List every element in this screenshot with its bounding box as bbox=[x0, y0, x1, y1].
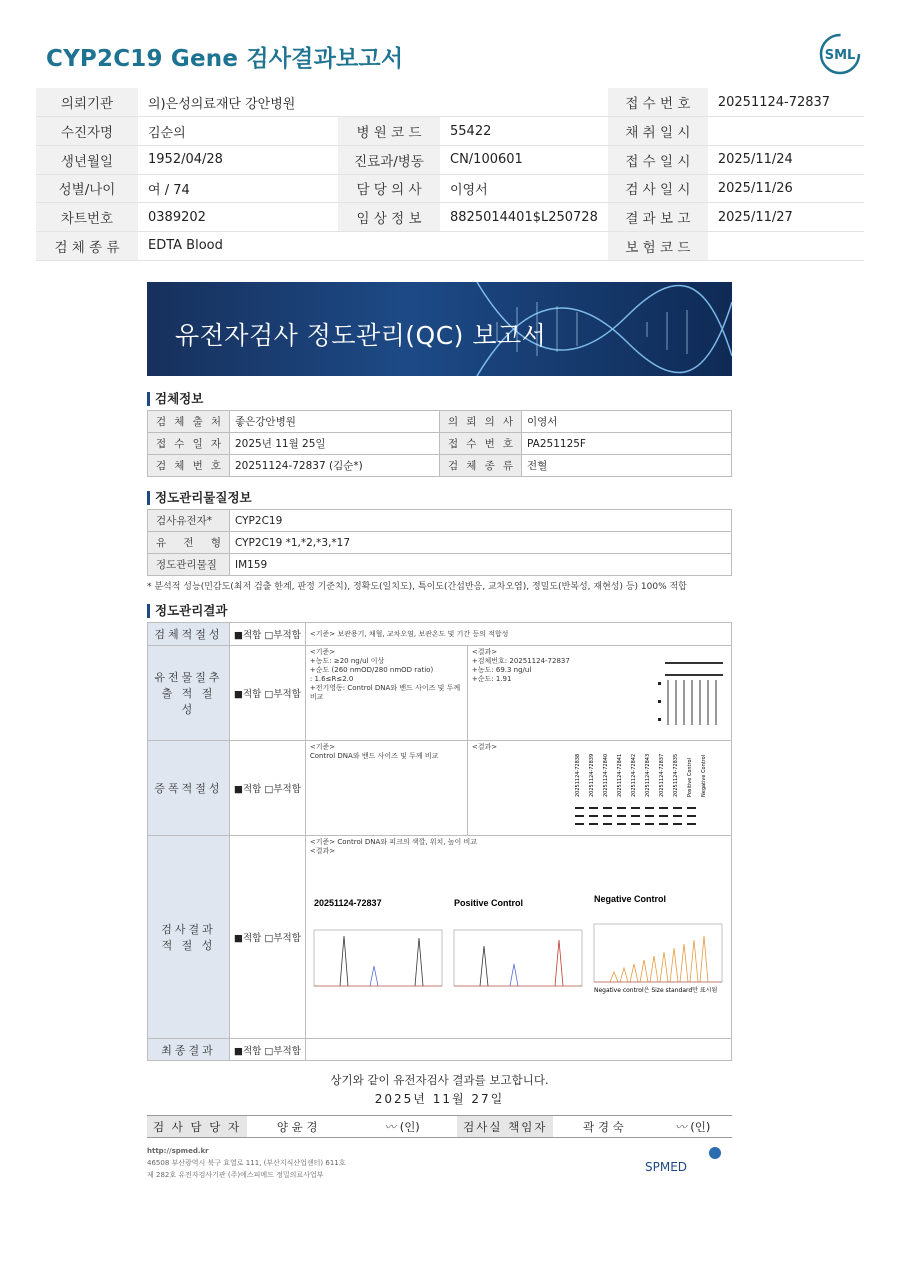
pass-check: ■적합 bbox=[234, 630, 262, 641]
header-label bbox=[338, 88, 440, 117]
footer-address: 46508 부산광역시 북구 효열로 111, (부산지식산업센터) 611호 bbox=[147, 1159, 346, 1167]
gel-band bbox=[617, 823, 626, 825]
header-label: 성별/나이 bbox=[36, 174, 138, 203]
header-label: 생년월일 bbox=[36, 145, 138, 174]
gel-band bbox=[659, 815, 668, 817]
header-value: 이영서 bbox=[440, 174, 608, 203]
header-label: 임 상 정 보 bbox=[338, 203, 440, 232]
gel-band bbox=[603, 823, 612, 825]
gel-lane-label: 20251124-72840 bbox=[603, 753, 609, 797]
footer-url: http://spmed.kr bbox=[147, 1147, 209, 1155]
electropherogram-plots bbox=[312, 874, 732, 1024]
gel-band bbox=[603, 815, 612, 817]
specimen-heading: 검체정보 bbox=[147, 392, 732, 406]
spmed-logo bbox=[645, 1143, 735, 1183]
plot-peak bbox=[510, 964, 518, 986]
gel-lane-label: 20251124-72835 bbox=[673, 753, 679, 797]
gel-band bbox=[589, 823, 598, 825]
gel-band bbox=[645, 823, 654, 825]
pass-check: ■적합 bbox=[234, 689, 262, 700]
gel-band bbox=[631, 807, 640, 809]
header-label: 검 사 일 시 bbox=[608, 174, 708, 203]
gel-band bbox=[687, 815, 696, 817]
plot-peak bbox=[480, 946, 488, 986]
signature-table bbox=[147, 1115, 732, 1138]
plot-frame bbox=[454, 930, 582, 986]
fail-check: □부적합 bbox=[264, 784, 301, 795]
signature-mark: 〰 bbox=[384, 1119, 400, 1134]
specimen-label: 의 뢰 의 사 bbox=[440, 411, 522, 433]
fail-check: □부적합 bbox=[264, 1045, 301, 1057]
logo-text: SML bbox=[824, 48, 856, 63]
material-value: CYP2C19 *1,*2,*3,*17 bbox=[230, 532, 732, 554]
plot-peak bbox=[690, 940, 698, 982]
qc-result-heading: 정도관리결과 bbox=[147, 604, 732, 618]
gel-band bbox=[687, 807, 696, 809]
header-value: 2025/11/26 bbox=[708, 174, 864, 203]
header-value: 1952/04/28 bbox=[138, 145, 338, 174]
header-value: 여 / 74 bbox=[138, 174, 338, 203]
plot-peak bbox=[415, 938, 423, 986]
result-text: <결과> bbox=[471, 743, 498, 751]
specimen-table bbox=[147, 410, 732, 477]
header-value: 55422 bbox=[440, 117, 608, 146]
confirm-text: 상기와 같이 유전자검사 결과를 보고합니다. bbox=[330, 1073, 549, 1087]
gel-lane-label: 20251124-72838 bbox=[575, 753, 581, 797]
gel-band bbox=[631, 823, 640, 825]
qc-result-table bbox=[147, 622, 732, 1061]
criteria-text: <기준> Control DNA와 밴드 사이즈 및 두께 비교 bbox=[305, 741, 467, 836]
gel-band bbox=[617, 815, 626, 817]
header-label: 진료과/병동 bbox=[338, 145, 440, 174]
tester-name: 양 윤 경 bbox=[247, 1116, 347, 1138]
material-value: IM159 bbox=[230, 554, 732, 576]
header-value bbox=[708, 117, 864, 146]
header-label bbox=[338, 231, 440, 260]
gel-band bbox=[631, 815, 640, 817]
gel-band bbox=[673, 823, 682, 825]
header-value bbox=[440, 231, 608, 260]
specimen-value: 좋은강안병원 bbox=[230, 411, 440, 433]
specimen-label: 접 수 번 호 bbox=[440, 433, 522, 455]
gel-lane-label: 20251124-72843 bbox=[645, 753, 651, 797]
plot-peak bbox=[650, 956, 658, 982]
tester-label: 검 사 담 당 자 bbox=[147, 1116, 247, 1138]
gel-band bbox=[645, 815, 654, 817]
criteria-text: <기준> 보관용기, 채혈, 교차오염, 보관온도 및 기간 등의 적합성 bbox=[305, 623, 731, 646]
header-label: 의뢰기관 bbox=[36, 88, 138, 117]
pass-check: ■적합 bbox=[234, 933, 262, 944]
material-label: 검사유전자* bbox=[148, 510, 230, 532]
gel-lane-label: Positive Control bbox=[687, 758, 693, 797]
plot-peak bbox=[640, 960, 648, 982]
qc-material-section bbox=[147, 491, 732, 592]
fail-check: □부적합 bbox=[264, 630, 301, 641]
header-label: 보 험 코 드 bbox=[608, 231, 708, 260]
plot-title: Negative Control bbox=[593, 894, 666, 904]
gel-band bbox=[575, 823, 584, 825]
gel-band bbox=[617, 807, 626, 809]
report-date: 2025년 11월 27일 bbox=[374, 1092, 505, 1106]
specimen-label: 검 체 번 호 bbox=[148, 455, 230, 477]
header-value: 김순의 bbox=[138, 117, 338, 146]
sml-logo bbox=[818, 32, 862, 76]
plot-frame bbox=[314, 930, 442, 986]
gel-lane-label: 20251124-72842 bbox=[631, 753, 637, 797]
criteria-text: <기준> Control DNA와 피크의 색깔, 위치, 높이 비교 <결과> bbox=[309, 838, 478, 855]
gel-lane-label: 20251124-72839 bbox=[589, 753, 595, 797]
criteria-text: <기준> +농도: ≥20 ng/ul 이상 +순도 (260 nmOD/280 nmOD ratio) : 1.6≤R≤2.0 +전기영동: Control DNA와 밴드 사이즈 및 두께 비교 bbox=[305, 646, 467, 741]
banner-title: 유전자검사 정도관리(QC) 보고서 bbox=[175, 321, 547, 350]
gel-band bbox=[603, 807, 612, 809]
qc-banner bbox=[147, 282, 732, 376]
plot-peak bbox=[555, 940, 563, 986]
header-value: 0389202 bbox=[138, 203, 338, 232]
fail-check: □부적합 bbox=[264, 933, 301, 944]
header-label: 접 수 일 시 bbox=[608, 145, 708, 174]
spmed-logo-text: SPMED bbox=[645, 1160, 688, 1174]
gel-band bbox=[575, 815, 584, 817]
plot-peak bbox=[700, 936, 708, 982]
row-label: 증폭적절성 bbox=[148, 741, 230, 836]
report-title: CYP2C19 Gene 검사결과보고서 bbox=[46, 46, 404, 72]
plot-peak bbox=[660, 952, 668, 982]
header-label: 병 원 코 드 bbox=[338, 117, 440, 146]
header-value bbox=[708, 231, 864, 260]
header-label: 검 체 종 류 bbox=[36, 231, 138, 260]
gel-band bbox=[589, 807, 598, 809]
gel-band bbox=[659, 807, 668, 809]
qc-result-section bbox=[147, 604, 732, 1061]
specimen-value: 20251124-72837 (김순*) bbox=[230, 455, 440, 477]
pass-check: ■적합 bbox=[234, 1045, 262, 1057]
footer-license: 제 282호 유전자검사기관 (주)에스피메드 정밀의료사업부 bbox=[147, 1171, 324, 1179]
seal-text: (인) bbox=[399, 1119, 420, 1134]
header-label: 채 취 일 시 bbox=[608, 117, 708, 146]
specimen-label: 검 체 종 류 bbox=[440, 455, 522, 477]
header-value: 8825014401$L250728 bbox=[440, 203, 608, 232]
header-label: 수진자명 bbox=[36, 117, 138, 146]
row-label: 검체적절성 bbox=[148, 623, 230, 646]
row-label: 유전물질추출 적 절 성 bbox=[148, 646, 230, 741]
pass-check: ■적합 bbox=[234, 784, 262, 795]
header-label: 담 당 의 사 bbox=[338, 174, 440, 203]
extraction-gel-image bbox=[655, 652, 725, 732]
gel-band bbox=[645, 807, 654, 809]
gel-band bbox=[659, 823, 668, 825]
qc-material-note: * 분석적 성능(민감도(최저 검출 한계, 판정 기준치), 정확도(일치도), 특이도(간섭반응, 교차오염), 정밀도(반복성, 재현성) 등) 100% 적합 bbox=[147, 582, 687, 592]
specimen-section bbox=[147, 392, 732, 477]
plot-peak bbox=[630, 964, 638, 982]
gel-band bbox=[589, 815, 598, 817]
plot-peak bbox=[680, 944, 688, 982]
header-value: 2025/11/24 bbox=[708, 145, 864, 174]
gel-band bbox=[673, 807, 682, 809]
material-value: CYP2C19 bbox=[230, 510, 732, 532]
material-label: 유 전 형 bbox=[148, 532, 230, 554]
material-label: 정도관리물질 bbox=[148, 554, 230, 576]
amplification-gel-image bbox=[571, 745, 721, 831]
qc-material-heading: 정도관리물질정보 bbox=[147, 491, 732, 505]
fail-check: □부적합 bbox=[264, 689, 301, 700]
header-value: EDTA Blood bbox=[138, 231, 338, 260]
gel-band bbox=[687, 823, 696, 825]
gel-band bbox=[673, 815, 682, 817]
header-label: 차트번호 bbox=[36, 203, 138, 232]
header-label: 접 수 번 호 bbox=[608, 88, 708, 117]
qc-material-table bbox=[147, 509, 732, 576]
specimen-value: 2025년 11월 25일 bbox=[230, 433, 440, 455]
specimen-label: 검 체 출 처 bbox=[148, 411, 230, 433]
gel-lane-label: Negative Control bbox=[701, 754, 707, 797]
header-value: CN/100601 bbox=[440, 145, 608, 174]
result-text: <결과> +검체번호: 20251124-72837 +농도: 69.3 ng/ul +순도: 1.91 bbox=[471, 648, 570, 683]
gel-lane-label: 20251124-72841 bbox=[617, 753, 623, 797]
header-label: 결 과 보 고 bbox=[608, 203, 708, 232]
patient-info-table bbox=[36, 88, 864, 261]
plot-peak bbox=[610, 972, 618, 982]
gel-lane-label: 20251124-72837 bbox=[659, 753, 665, 797]
plot-title: Positive Control bbox=[453, 898, 523, 908]
row-label: 최종결과 bbox=[148, 1039, 230, 1061]
plot-peak bbox=[370, 966, 378, 986]
plot-peak bbox=[620, 968, 628, 982]
specimen-label: 접 수 일 자 bbox=[148, 433, 230, 455]
plot-title: 20251124-72837 bbox=[313, 898, 382, 908]
plot-peak bbox=[340, 936, 348, 986]
signature-mark: 〰 bbox=[675, 1119, 691, 1134]
plot-note: Negative control은 Size standard만 표시됨 bbox=[593, 987, 718, 994]
specimen-value: PA251125F bbox=[522, 433, 732, 455]
gel-band bbox=[575, 807, 584, 809]
footer bbox=[147, 1145, 346, 1181]
specimen-value: 전혈 bbox=[522, 455, 732, 477]
header-value: 의)은성의료재단 강안병원 bbox=[138, 88, 338, 117]
header-value: 2025/11/27 bbox=[708, 203, 864, 232]
header-value: 20251124-72837 bbox=[708, 88, 864, 117]
plot-peak bbox=[670, 948, 678, 982]
chief-name: 곽 경 숙 bbox=[553, 1116, 653, 1138]
header-value bbox=[440, 88, 608, 117]
chief-label: 검사실 책임자 bbox=[457, 1116, 553, 1138]
seal-text: (인) bbox=[690, 1119, 711, 1134]
specimen-value: 이영서 bbox=[522, 411, 732, 433]
row-label: 검사결과 적 절 성 bbox=[148, 836, 230, 1039]
